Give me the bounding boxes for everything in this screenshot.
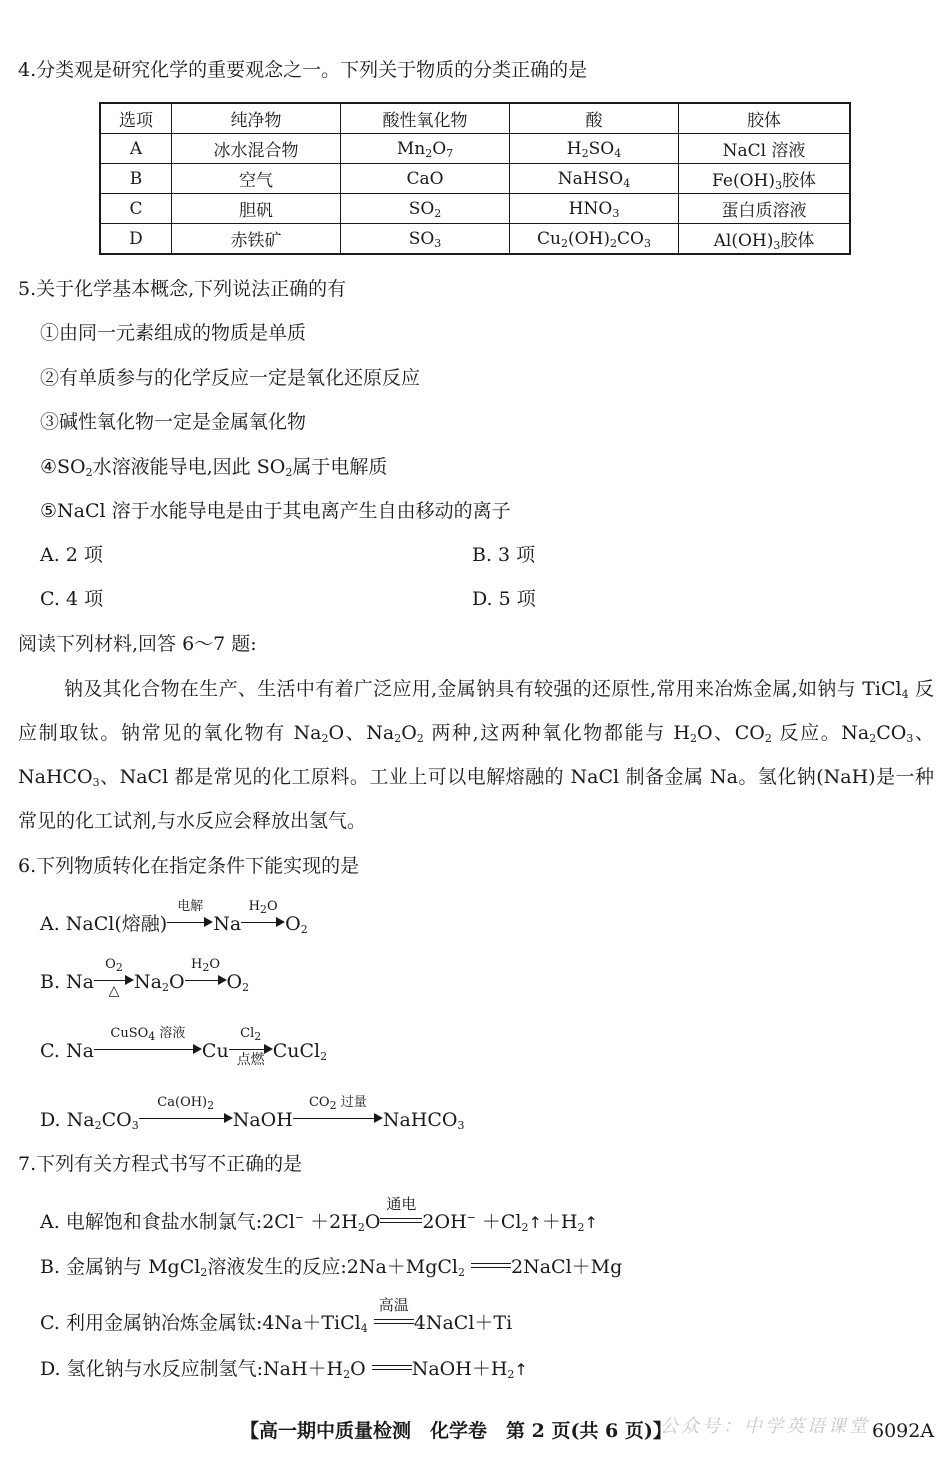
cell-option: A (100, 134, 172, 164)
table-row (100, 194, 850, 224)
reaction-arrow: $O_2$ △ (94, 968, 134, 988)
col-header-acid-oxide: 酸性氧化物 (341, 103, 510, 134)
cell-acid-oxide: $SO_2$ (341, 194, 510, 224)
gas-arrow-icon: ↑ (528, 1213, 542, 1232)
reaction-arrow: $H_2O$ (185, 968, 227, 988)
q5-statement-1: ①由同一元素组成的物质是单质 (40, 322, 307, 344)
table-row (100, 134, 850, 164)
cell-colloid: NaCl 溶液 (679, 134, 851, 164)
q5-statement-2: ②有单质参与的化学反应一定是氧化还原反应 (40, 367, 421, 389)
cell-acid-oxide: CaO (341, 164, 510, 194)
q7-stem: 7.下列有关方程式书写不正确的是 (18, 1153, 303, 1175)
gas-arrow-icon: ↑ (584, 1213, 598, 1232)
cell-pure: 赤铁矿 (172, 224, 341, 255)
reaction-arrow: CuSO$_4$ 溶液 (94, 1037, 202, 1057)
reaction-arrow: $Ca(OH)_2$ (139, 1106, 233, 1126)
q5-stem: 5.关于化学基本概念,下列说法正确的有 (18, 278, 347, 300)
equals-sign: 通电 (380, 1208, 422, 1228)
q5-option-a: A. 2 项 (40, 544, 103, 566)
cell-pure: 空气 (172, 164, 341, 194)
cell-option: B (100, 164, 172, 194)
q5-statement-5: ⑤NaCl 溶于水能导电是由于其电离产生自由移动的离子 (40, 500, 511, 522)
col-header-acid: 酸 (510, 103, 679, 134)
reaction-arrow: $H_2O$ (241, 910, 285, 930)
cell-acid: $H_2SO_4$ (510, 134, 679, 164)
cell-option: C (100, 194, 172, 224)
q4-stem: 4.分类观是研究化学的重要观念之一。下列关于物质的分类正确的是 (18, 59, 588, 81)
q7-option-d: D. 氢化钠与水反应制氢气$:NaH+H_2O$ $NaOH+H_2↑$ (40, 1355, 528, 1383)
cell-acid: $Cu_2(OH)_2CO_3$ (510, 224, 679, 255)
cell-pure: 冰水混合物 (172, 134, 341, 164)
equals-sign (471, 1253, 511, 1273)
q5-option-d: D. 5 项 (472, 588, 536, 610)
cell-colloid: $Fe(OH)_3$胶体 (679, 164, 851, 194)
q5-statement-3: ③碱性氧化物一定是金属氧化物 (40, 411, 307, 433)
q6-option-d: D. $Na_2CO_3$ $Ca(OH)_2$ NaOH $CO_2$ 过量 NaHCO$_3$ (40, 1095, 465, 1132)
cell-acid-oxide: $Mn_2O_7$ (341, 134, 510, 164)
footer-label: 【高一期中质量检测 化学卷 第 2 页(共 6 页)】 (240, 1420, 672, 1442)
reaction-arrow: 电解 (167, 910, 213, 930)
cell-option: D (100, 224, 172, 255)
q7-option-c: C. 利用金属钠冶炼金属钛:4Na＋TiCl$_4$ 高温 4NaCl＋Ti (40, 1296, 513, 1335)
col-header-colloid: 胶体 (679, 103, 851, 134)
watermark: 公众号：中学英语课堂 (660, 1416, 870, 1437)
material-paragraph: 钠及其化合物在生产、生活中有着广泛应用,金属钠具有较强的还原性,常用来冶炼金属,如钠与 TiCl$_4$ 反应制取钛。钠常见的氧化物有 $Na_2O$、$Na_2O_2$ 两种,这两种氧化物都能与 $H_2O$、$CO_2$ 反应。$Na_2CO_3$、NaHCO$_3$、NaCl 都是常见的化工原料。工业上可以电解熔融的 NaCl 制备金属 Na。氢化钠(NaH)是一种常见的化工试剂,与水反应会释放出氢气。 (18, 678, 935, 832)
gas-arrow-icon: ↑ (514, 1360, 528, 1379)
equals-sign: 高温 (374, 1309, 414, 1329)
reaction-arrow: $Cl_2$ 点燃 (229, 1037, 273, 1057)
footer-code: 6092A (872, 1420, 935, 1442)
reaction-arrow: $CO_2$ 过量 (293, 1106, 383, 1126)
material-intro: 阅读下列材料,回答 6～7 题: (18, 633, 257, 655)
q5-option-b: B. 3 项 (472, 544, 536, 566)
q5-statement-4: $④SO_2$水溶液能导电,因此 $SO_2$属于电解质 (40, 456, 388, 479)
cell-colloid: $Al(OH)_3$胶体 (679, 224, 851, 255)
table-row (100, 224, 850, 255)
cell-pure: 胆矾 (172, 194, 341, 224)
q7-option-b: B. 金属钠与 MgCl$_2$溶液发生的反应:2Na＋MgCl$_2$ 2NaCl＋Mg (40, 1253, 622, 1280)
equals-sign (372, 1355, 412, 1375)
q5-option-c: C. 4 项 (40, 588, 104, 610)
cell-acid: $HNO_3$ (510, 194, 679, 224)
q6-stem: 6.下列物质转化在指定条件下能实现的是 (18, 855, 360, 877)
table-row (100, 164, 850, 194)
col-header-option: 选项 (100, 103, 172, 134)
classification-table (99, 102, 851, 255)
q6-option-c: C. Na CuSO$_4$ 溶液 Cu $Cl_2$ 点燃 CuCl$_2$ (40, 1026, 328, 1068)
q7-option-a: A. 电解饱和食盐水制氯气:2Cl− $+2H_2O$ 通电 $2OH^- +Cl_2↑+H_2↑$ (40, 1195, 598, 1234)
cell-acid-oxide: $SO_3$ (341, 224, 510, 255)
q6-option-b: B. Na $O_2$ △ $Na_2O$ $H_2O$ $O_2$ (40, 957, 250, 999)
cell-colloid: 蛋白质溶液 (679, 194, 851, 224)
cell-acid: NaHSO$_4$ (510, 164, 679, 194)
table-header-row (100, 103, 850, 134)
q6-option-a: A. NaCl(熔融) 电解 Na $H_2O$ $O_2$ (40, 899, 308, 936)
col-header-pure: 纯净物 (172, 103, 341, 134)
